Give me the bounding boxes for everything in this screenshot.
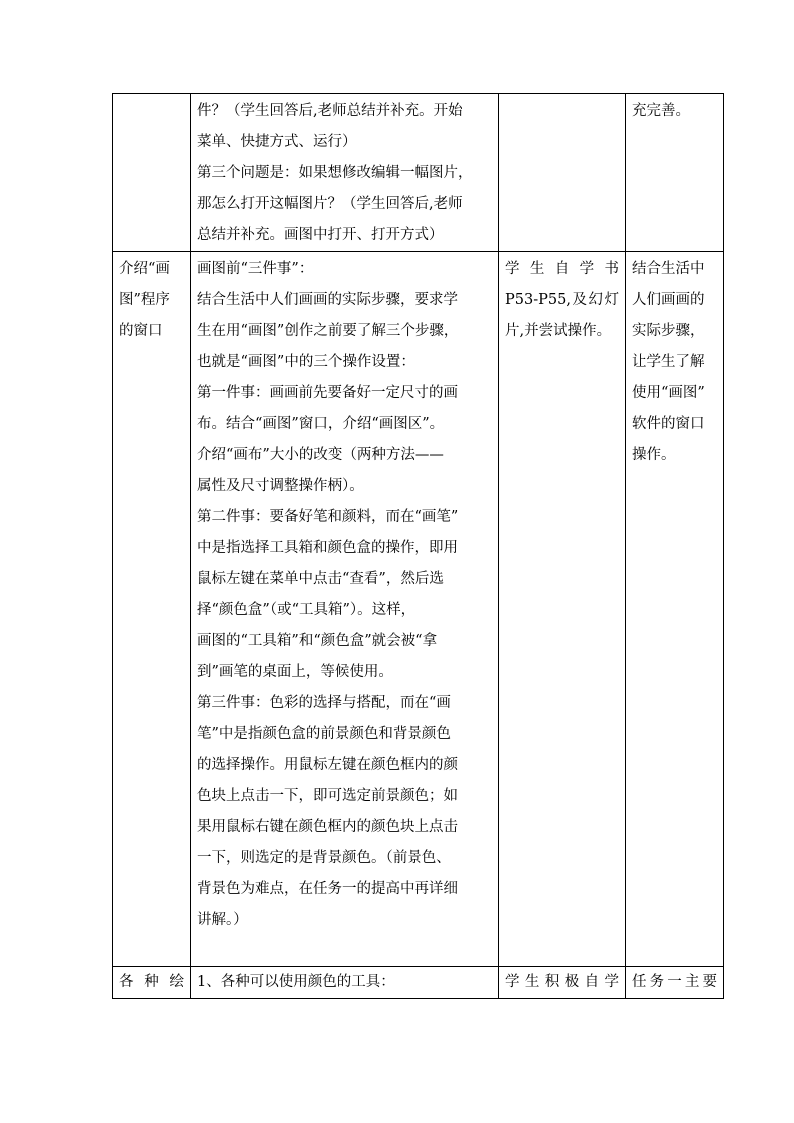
text-line: 使用“画图” — [632, 385, 705, 401]
table-row — [113, 94, 724, 252]
text-line: 让学生了解 — [632, 354, 705, 370]
text-line: 画图前“三件事”： — [197, 261, 314, 277]
text-line: 鼠标左键在菜单中点击“查看”，然后选 — [197, 571, 444, 587]
text-line: 图”程序 — [119, 292, 170, 308]
table-cell-step — [113, 94, 191, 252]
table-cell-teacher-activity — [191, 967, 499, 999]
text-line: 笔”中是指颜色盒的前景颜色和背景颜色 — [197, 726, 451, 742]
text-line: 第一件事：画画前先要备好一定尺寸的画 — [197, 385, 458, 401]
text-line: 第三件事：色彩的选择与搭配，而在“画 — [197, 695, 451, 711]
text-line: 布。结合“画图”窗口，介绍“画图区”。 — [197, 416, 445, 432]
text-line: 片,并尝试操作。 — [505, 323, 612, 339]
table-cell-student-activity — [499, 967, 626, 999]
text-line: 到”画笔的桌面上，等候使用。 — [197, 664, 393, 680]
text-line: 一下，则选定的是背景颜色。（前景色、 — [197, 850, 451, 866]
text-line: 的窗口 — [119, 323, 163, 339]
design-intent-text — [626, 252, 723, 471]
text-line: 实际步骤， — [632, 323, 705, 339]
text-line: P53-P55,及幻灯 — [505, 292, 619, 308]
text-line: 介绍“画布”大小的改变（两种方法—— — [197, 447, 444, 463]
table-cell-design-intent — [626, 252, 724, 967]
text-line: 结合生活中人们画画的实际步骤，要求学 — [197, 292, 458, 308]
text-line: 结合生活中 — [632, 261, 705, 277]
teacher-activity-text — [191, 252, 498, 936]
table-row — [113, 252, 724, 967]
text-line: 充完善。 — [632, 103, 690, 119]
text-line: 总结并补充。画图中打开、打开方式） — [197, 227, 444, 243]
teacher-activity-text: 1、各种可以使用颜色的工具： — [197, 974, 395, 990]
text-line: 画图的“工具箱”和“颜色盒”就会被“拿 — [197, 633, 438, 649]
table-cell-step — [113, 967, 191, 999]
text-line: 那怎么打开这幅图片？（学生回答后,老师 — [197, 196, 463, 212]
teacher-activity-text — [191, 94, 498, 251]
table-cell-student-activity — [499, 252, 626, 967]
text-line: 件？（学生回答后,老师总结并补充。开始 — [197, 103, 463, 119]
text-line: 学生自学书 — [505, 261, 619, 277]
text-line: 人们画画的 — [632, 292, 705, 308]
text-line: 属性及尺寸调整操作柄）。 — [197, 478, 364, 494]
text-line: 的选择操作。用鼠标左键在颜色框内的颜 — [197, 757, 458, 773]
text-line: 操作。 — [632, 447, 676, 463]
text-line: 第二件事：要备好笔和颜料，而在“画笔” — [197, 509, 459, 525]
text-line: 色块上点击一下，即可选定前景颜色；如 — [197, 788, 458, 804]
step-title: 各种绘 — [119, 974, 184, 990]
text-line: 菜单、快捷方式、运行） — [197, 134, 357, 150]
step-title — [113, 252, 190, 347]
text-line: 果用鼠标右键在颜色框内的颜色块上点击 — [197, 819, 458, 835]
student-activity-text — [499, 252, 625, 347]
text-line: 第三个问题是：如果想修改编辑一幅图片， — [197, 165, 473, 181]
text-line: 生在用“画图”创作之前要了解三个步骤， — [197, 323, 459, 339]
text-line: 背景色为难点，在任务一的提高中再详细 — [197, 881, 458, 897]
student-activity-text: 学生积极自学 — [505, 974, 619, 990]
text-line: 软件的窗口 — [632, 416, 705, 432]
table-cell-design-intent — [626, 94, 724, 252]
table-cell-teacher-activity — [191, 94, 499, 252]
table-row — [113, 967, 724, 999]
text-line: 中是指选择工具箱和颜色盒的操作，即用 — [197, 540, 458, 556]
table-cell-teacher-activity — [191, 252, 499, 967]
table-cell-step — [113, 252, 191, 967]
text-line: 介绍“画 — [119, 261, 170, 277]
lesson-plan-table — [112, 93, 724, 999]
text-line: 讲解。） — [197, 912, 248, 928]
table-cell-design-intent — [626, 967, 724, 999]
design-intent-text: 任务一主要 — [632, 974, 717, 990]
text-line: 也就是“画图”中的三个操作设置： — [197, 354, 415, 370]
table-cell-student-activity — [499, 94, 626, 252]
design-intent-text — [626, 94, 723, 127]
text-line: 择“颜色盒”（或“工具箱”）。这样， — [197, 602, 416, 618]
